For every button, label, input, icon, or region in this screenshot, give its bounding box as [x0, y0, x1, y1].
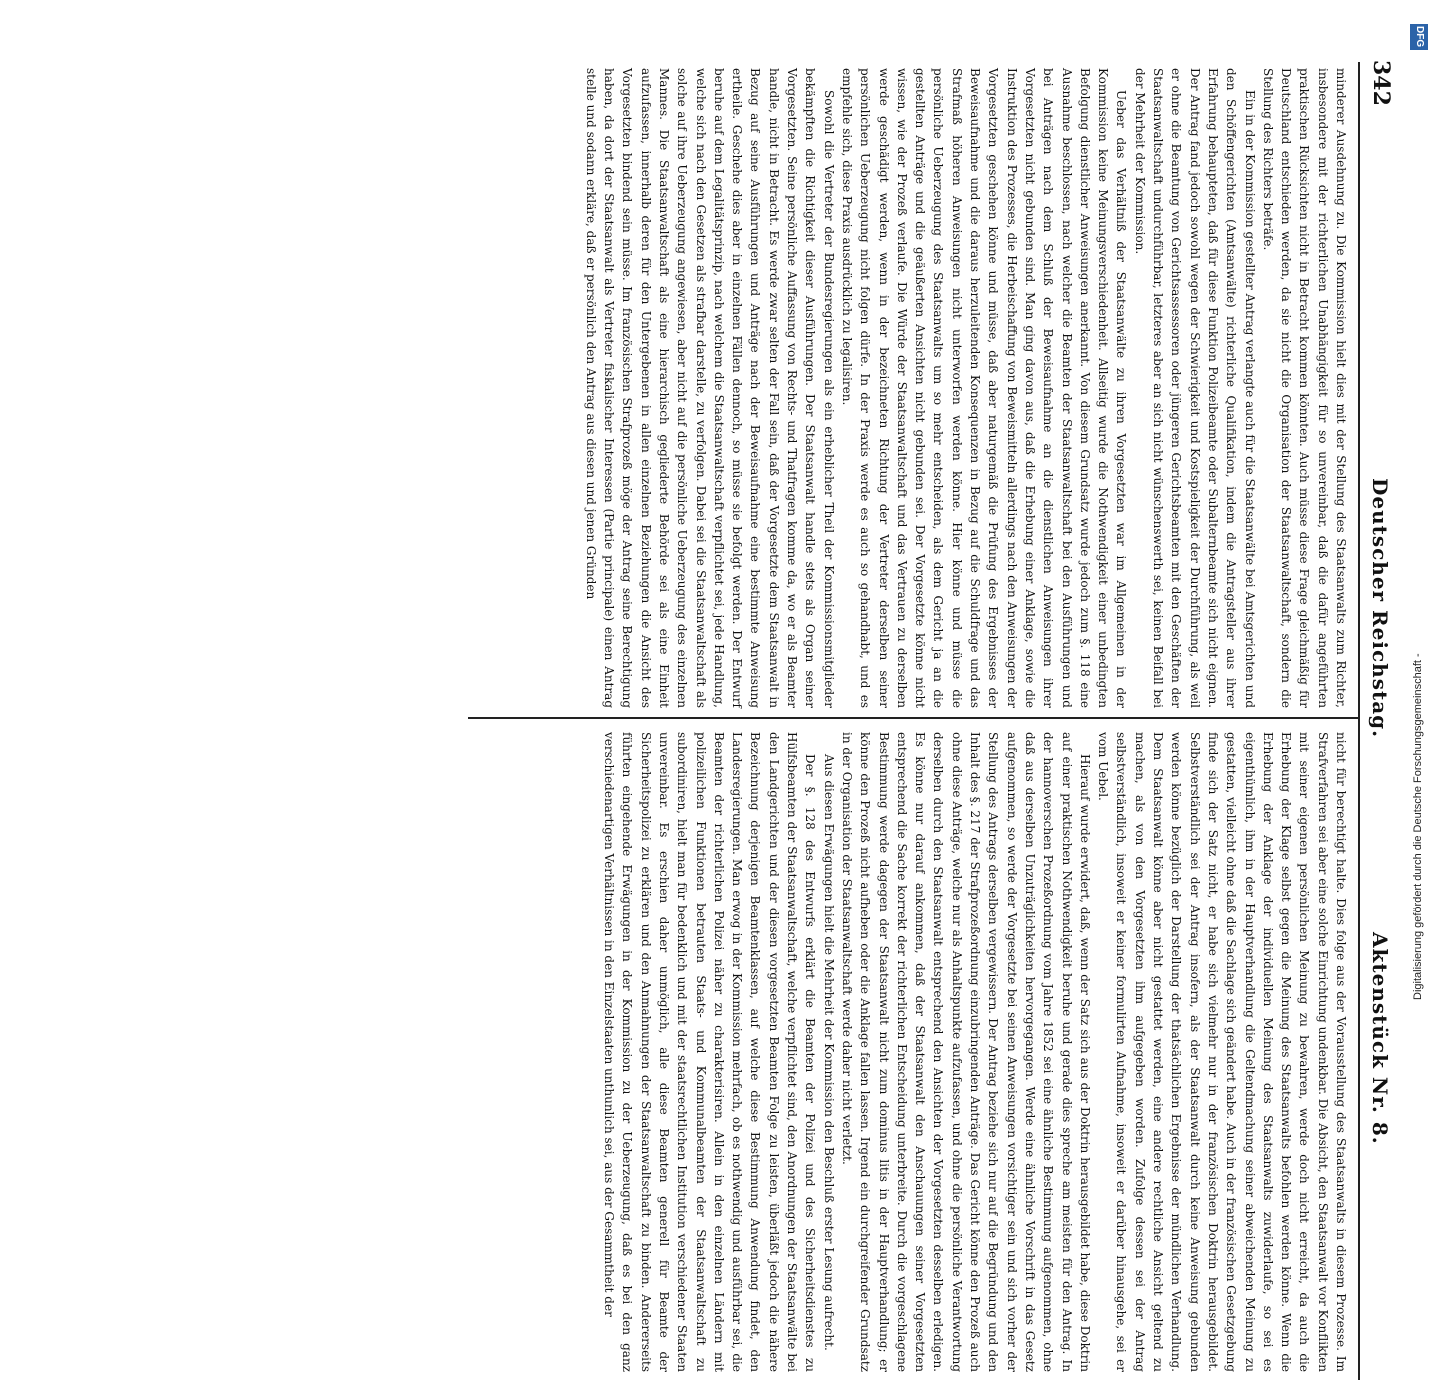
page-header: [1362, 60, 1394, 1380]
dfg-logo-text: DFG: [1414, 26, 1425, 48]
paragraph: Hierauf wurde erwidert, daß, wenn der Satz sich aus der Doktrin herausgebildet habe, diese Doktrin auf einer praktischen Nothwendigkeit beruhe und gerade dies spreche am meisten für den Antrag. In der hannoverschen Prozeßordnung vom Jahre 1852 sei eine ähnliche Bestimmung aufgenommen, ohne daß aus derselben Unzuträglichkeiten hervorgegangen. Werde eine ähnliche Vorschrift in das Gesetz aufgenommen, so werde der Vorgesetzte bei seinen Anweisungen vorsichtiger sein und sich vorher der Stellung des Antrags derselben vergewissern. Der Antrag beziehe sich nur auf die Begründung und den Inhalt des §. 217 der Strafprozeßordnung einzubringenden Anträge. Das Gericht könne den Prozeß auch ohne diese Anträge, welche nur als Anhaltspunkte aufzufassen, und ohne die persönliche Verantwortung derselben durch den Staatsanwalt entsprechend den Ansichten der Vorgesetzten desselben erledigen. Es könne nur darauf ankommen, daß der Staatsanwalt den Anschauungen seiner Vorgesetzten entsprechend die Sache korrekt der richterlichen Entscheidung unterbreite. Durch die vorgeschlagene Bestimmung werde dagegen der Staatsanwalt nicht zum dominus litis in der Hauptverhandlung; er könne den Prozeß nicht aufheben oder die Anklage fallen lassen. Irgend ein durchgreifender Grundsatz in der Organisation der Staatsanwaltschaft werde daher nicht verletzt.: [839, 732, 1092, 1372]
paragraph: Aus diesen Erwägungen hielt die Mehrheit der Kommission den Beschluß erster Lesung aufrecht.: [821, 754, 836, 1351]
paragraph: Ein in der Kommission gestellter Antrag verlangte auch für die Staatsanwälte bei Amtsgerichten und den Schöffengerichten (Amtsanwälte) richterliche Qualifikation, indem die Antragsteller aus ihrer Erfahrung behaupteten, daß für diese Funktion Polizeibeamte oder Subalternbeamte sich nicht eignen. Der Antrag fand jedoch sowohl wegen der Schwierigkeit und Kostspieligkeit der Durchführung, als weil er ohne die Beamtung von Gerichtsassessoren oder jüngeren Gerichtsbeamten mit den Geschäften der Staatsanwaltschaft undurchführbar, letzteres aber an sich nicht wünschenswerth sei, keinen Beifall bei der Mehrheit der Kommission.: [1132, 68, 1257, 708]
running-title-right: Aktenstück Nr. 8.: [1368, 932, 1392, 1145]
digitization-credit: Digitalisierung gefördert durch die Deutsche Forschungsgemeinschaft -: [1412, 653, 1424, 1000]
page-number: 342: [1368, 60, 1394, 106]
left-text-column: [470, 68, 1350, 708]
paragraph: Ueber das Verhältniß der Staatsanwälte zu ihren Vorgesetzten war im Allgemeinen in der Kommission keine Meinungsverschiedenheit. Allseitig wurde die Nothwendigkeit einer unbedingten Befolgung dienstlicher Anweisungen anerkannt. Von diesem Grundsatz wurde jedoch zum §. 118 eine Ausnahme beschlossen, nach welcher die Beamten der Staatsanwaltschaft bei den Ausführungen und bei Anträgen nach dem Schluß der Beweisaufnahme an die dienstlichen Anweisungen ihrer Vorgesetzten nicht gebunden sind. Man ging davon aus, daß die Erhebung einer Anklage, sowie die Instruktion des Prozesses, die Herbeischaffung von Beweismitteln allerdings nach den Anweisungen der Vorgesetzten geschehen könne und müsse, daß aber naturgemäß die Prüfung des Ergebnisses der Beweisaufnahme und die daraus herzuleitenden Konsequenzen in Bezug auf die Schuldfrage und das Strafmaß höheren Anweisungen nicht unterworfen werden könne. Hier könne und müsse die persönliche Ueberzeugung des Staatsanwalts um so mehr entscheiden, als dem Gericht ja an die gestellten Anträge und die geäußerten Ansichten nicht gebunden sei. Der Vorgesetzte könne nicht wissen, wie der Prozeß verlaufe. Die Würde der Staatsanwaltschaft und das Vertrauen zu derselben werde geschädigt werden, wenn in der bezeichneten Richtung der Vertreter derselben seiner persönlichen Ueberzeugung nicht folgen dürfe. In der Praxis werde es auch so gehandhabt, und es empfehle sich, diese Praxis ausdrücklich zu legalisiren.: [839, 68, 1129, 708]
running-title-left: Deutscher Reichstag.: [1368, 478, 1392, 739]
right-text-column: [470, 732, 1350, 1372]
paragraph: nicht für berechtigt halte. Dies folge aus der Vorausstellung des Staatsanwalts in diesem Prozesse. Im Strafverfahren sei aber eine solche Einrichtung undenkbar. Die Absicht, den Staatsanwalt vor Konflikten mit seiner eigenen persönlichen Meinung zu bewahren, werde doch nicht erreicht, da auch die Erhebung der Klage selbst gegen die Meinung des Staatsanwalts befohlen werden könne. Wenn die Erhebung der Anklage der individuellen Meinung des Staatsanwalts zuwiderlaufe, so sei es eigenthümlich, ihm in der Hauptverhandlung die Geltendmachung seiner abweichenden Meinung zu gestatten, vielleicht ohne daß die Sachlage sich geändert habe. Auch in der französischen Gesetzgebung finde sich der Satz nicht, er habe sich vielmehr nur in der französischen Doktrin herausgebildet. Selbstverständlich sei der Antrag insofern, als der Staatsanwalt durch keine Anweisung gebunden werden könne bezüglich der Darstellung der thatsächlichen Ergebnisse der mündlichen Verhandlung. Dem Staatsanwalt könne aber nicht gestattet werden, eine andere rechtliche Ansicht geltend zu machen, als von den Vorgesetzten ihm aufgegeben worden. Zufolge dessen sei der Antrag selbstverständlich, insoweit er keiner formulirten Aufnahme, insoweit er darüber hinausgehe, sei er vom Uebel.: [1096, 732, 1348, 1372]
paragraph: Der §. 128 des Entwurfs erklärt die Beamten der Polizei und des Sicherheitsdienstes zu Hülfsbeamten der Staatsanwaltschaft, welche verpflichtet sind, den Anordnungen der Staatsanwälte bei den Landgerichten und der diesen vorgesetzten Beamten Folge zu leisten, überläßt jedoch die nähere Bezeichnung derjenigen Beamtenklassen, auf welche diese Bestimmung Anwendung findet, den Landesregierungen. Man erwog in der Kommission mehrfach, ob es nothwendig und ausführbar sei, die Beamten der richterlichen Polizei näher zu charakterisiren. Allein in den einzelnen Ländern mit polizeilichen Funktionen betrauten Staats- und Kommunalbeamten der Staatsanwaltschaft zu subordiniren, hielt man für bedenklich und mit der staatsrechtlichen Institution verschiedener Staaten unvereinbar. Es erschien daher unmöglich, alle diese Beamten generell für Beamte der Sicherheitspolizei zu erklären und den Anmahnungen der Staatsanwaltschaft zu binden. Andererseits führten eingehende Erwägungen in der Kommission zu der Ueberzeugung, daß es bei den ganz verschiedenartigen Verhältnissen in den Einzelstaaten unthunlich sei, aus der Gesammtheit der: [602, 732, 818, 1372]
column-divider: [468, 717, 1358, 719]
paragraph: Sowohl die Vertreter der Bundesregierungen als ein erheblicher Theil der Kommissionsmitglieder bekämpften die Richtigkeit dieser Ausführungen. Der Staatsanwalt handle stets als Organ seiner Vorgesetzten. Seine persönliche Auffassung von Rechts- und Thatfragen komme da, wo er als Beamter handle, nicht in Betracht. Es werde zwar selten der Fall sein, daß der Vorgesetzte dem Staatsanwalt in Bezug auf seine Ausführungen und Anträge nach der Beweisaufnahme eine bestimmte Anweisung ertheile. Geschehe dies aber in einzelnen Fällen dennoch, so müsse sie befolgt werden. Der Entwurf beruhe auf dem Legalitätsprinzip, nach welchem die Staatsanwaltschaft verpflichtet sei, jede Handlung, welche sich nach den Gesetzen als strafbar darstelle, zu verfolgen. Dabei sei die Staatsanwaltschaft als solche auf ihre Ueberzeugung angewiesen, aber nicht auf die persönliche Ueberzeugung des einzelnen Mannes. Die Staatsanwaltschaft als eine hierarchisch gegliederte Behörde sei als eine Einheit aufzufassen, innerhalb deren für den Untergebenen in allen einzelnen Beziehungen die Ansicht des Vorgesetzten bindend sein müsse. Im französischen Strafprozeß möge der Antrag seine Berechtigung haben, da dort der Staatsanwalt als Vertreter fiskalischer Interessen (Partie principale) einen Antrag stelle und sodann erkläre, daß er persönlich den Antrag aus diesen und jenen Gründen: [583, 68, 836, 708]
paragraph: minderer Ausdehnung zu. Die Kommission hielt dies mit der Stellung des Staatsanwalts zum Richter, insbesondere mit der richterlichen Unabhängigkeit für so unvereinbar, daß die dafür angeführten praktischen Rücksichten nicht in Betracht kommen könnten. Auch müsse diese Frage gleichmäßig für Deutschland entschieden werden, da sie nicht die Organisation der Staatsanwaltschaft, sondern die Stellung des Richters beträfe.: [1260, 68, 1348, 708]
dfg-logo: [1410, 24, 1428, 50]
header-rule: [1358, 62, 1360, 1380]
